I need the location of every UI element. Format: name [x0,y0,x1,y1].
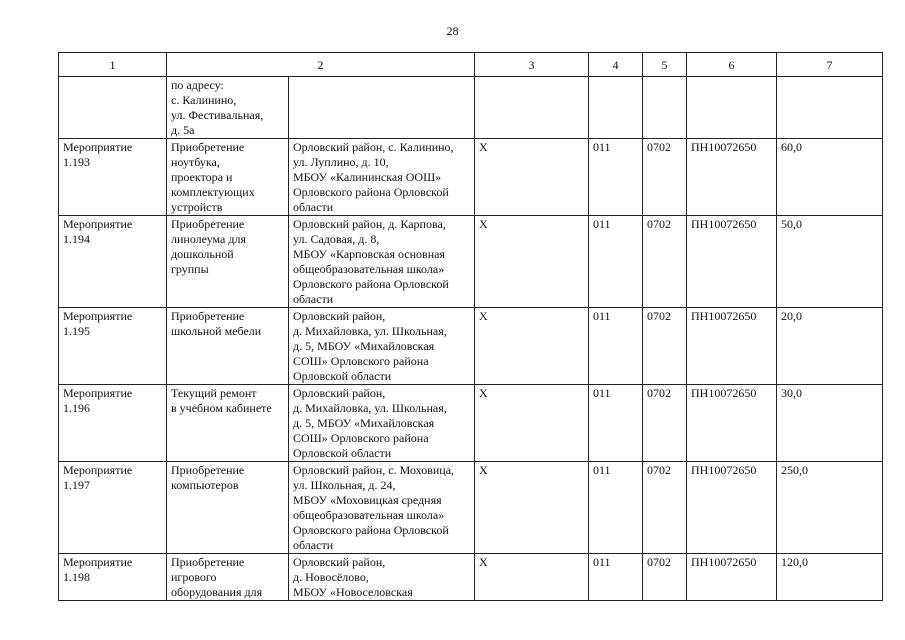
col4-cell: 011 [589,462,643,554]
header-row [59,53,883,77]
col5-cell: 0702 [643,139,687,216]
address-cell-line: МБОУ «Новоселовская [293,585,413,599]
continuation-col7-cell [777,77,883,139]
measure-id-cell [59,462,167,554]
col3-cell: X [475,139,589,216]
table-row [59,385,883,462]
col3-cell: X [475,385,589,462]
col3-cell: X [475,462,589,554]
measure-name-cell-line: Приобретение [171,140,245,154]
table-row [59,554,883,601]
measure-name-cell-line: ноутбука, [171,155,220,169]
address-cell-line: д. Новосёлово, [293,570,369,584]
address-cell-line: общеобразовательная школа» [293,508,445,522]
address-cell-line: Орловского района Орловской [293,277,449,291]
measure-id-cell-line: Мероприятие [63,309,133,323]
measure-name-cell-line: Приобретение [171,217,245,231]
measure-name-cell [167,385,289,462]
measure-id-cell-line: 1.196 [63,401,90,415]
measure-name-cell-line: Приобретение [171,555,245,569]
header-col-6: 6 [687,53,777,77]
col5-cell: 0702 [643,385,687,462]
continuation-col4-cell [589,77,643,139]
address-cell-line: общеобразовательная школа» [293,262,445,276]
address-cell-line: Орловский район, [293,309,386,323]
measure-id-cell-line: 1.198 [63,570,90,584]
measure-name-cell-line: школьной мебели [171,324,262,338]
address-cell [289,385,475,462]
amount-cell: 60,0 [777,139,883,216]
table-row [59,308,883,385]
address-cell-line: д. Михайловка, ул. Школьная, [293,324,447,338]
header-col-3: 3 [475,53,589,77]
col5-cell: 0702 [643,462,687,554]
measure-name-cell-line: устройств [171,200,223,214]
measure-id-cell-line: Мероприятие [63,217,133,231]
col3-cell: X [475,216,589,308]
continuation-col5-cell [643,77,687,139]
address-cell [289,308,475,385]
col4-cell: 011 [589,139,643,216]
budget-table [58,52,883,601]
continuation-col3-cell [475,77,589,139]
address-cell-line: Орловской области [293,369,392,383]
col6-cell: ПН10072650 [687,216,777,308]
col6-cell: ПН10072650 [687,139,777,216]
address-cell-line: ул. Луплино, д. 10, [293,155,389,169]
address-cell [289,554,475,601]
measure-name-cell-line: проектора и [171,170,233,184]
address-cell-line: области [293,538,334,552]
address-cell [289,216,475,308]
measure-name-cell-line: Приобретение [171,309,245,323]
address-cell-line: Орловского района Орловской [293,523,449,537]
measure-name-cell-line: компьютеров [171,478,239,492]
address-cell-line: ул. Садовая, д. 8, [293,232,380,246]
measure-name-cell-line: Приобретение [171,463,245,477]
measure-name-cell-line: Текущий ремонт [171,386,257,400]
measure-name-cell-line: комплектующих [171,185,255,199]
measure-name-cell [167,216,289,308]
measure-name-cell-line: оборудования для [171,585,263,599]
measure-id-cell-line: 1.194 [63,232,90,246]
measure-name-cell-line: группы [171,262,209,276]
address-cell-line: области [293,292,334,306]
continuation-name-line: д. 5а [171,123,195,137]
measure-name-cell [167,308,289,385]
measure-name-cell-line: линолеума для [171,232,246,246]
measure-name-cell [167,462,289,554]
measure-name-cell-line: дошкольной [171,247,234,261]
address-cell-line: Орловский район, с. Моховица, [293,463,455,477]
col6-cell: ПН10072650 [687,385,777,462]
header-col-7: 7 [777,53,883,77]
continuation-address-cell [289,77,475,139]
col3-cell: X [475,308,589,385]
measure-name-cell [167,554,289,601]
amount-cell: 30,0 [777,385,883,462]
amount-cell: 250,0 [777,462,883,554]
measure-name-cell-line: в учебном кабинете [171,401,272,415]
address-cell-line: СОШ» Орловского района [293,431,429,445]
address-cell-line: ул. Школьная, д. 24, [293,478,396,492]
measure-id-cell [59,216,167,308]
col4-cell: 011 [589,385,643,462]
table-row [59,462,883,554]
col5-cell: 0702 [643,308,687,385]
measure-name-cell-line: игрового [171,570,217,584]
address-cell-line: МБОУ «Моховицкая средняя [293,493,442,507]
header-col-5: 5 [643,53,687,77]
address-cell-line: Орловский район, [293,386,386,400]
measure-id-cell [59,385,167,462]
continuation-name-line: по адресу: [171,78,224,92]
address-cell-line: Орловский район, с. Калинино, [293,140,454,154]
address-cell-line: Орловский район, д. Карпова, [293,217,446,231]
col5-cell: 0702 [643,554,687,601]
measure-id-cell-line: Мероприятие [63,386,133,400]
col3-cell: X [475,554,589,601]
header-col-4: 4 [589,53,643,77]
col4-cell: 011 [589,216,643,308]
address-cell-line: д. Михайловка, ул. Школьная, [293,401,447,415]
amount-cell: 50,0 [777,216,883,308]
continuation-name-cell [167,77,289,139]
amount-cell: 120,0 [777,554,883,601]
measure-id-cell-line: Мероприятие [63,555,133,569]
address-cell-line: Орловского района Орловской [293,185,449,199]
table-row [59,139,883,216]
address-cell-line: Орловский район, [293,555,386,569]
address-cell-line: д. 5, МБОУ «Михайловская [293,416,435,430]
page-number: 28 [446,24,459,38]
address-cell-line: МБОУ «Калининская ООШ» [293,170,442,184]
header-col-2: 2 [167,53,475,77]
continuation-name-line: с. Калинино, [171,93,237,107]
table-row [59,216,883,308]
measure-id-cell-line: 1.193 [63,155,90,169]
measure-id-cell-line: 1.197 [63,478,90,492]
measure-id-cell [59,139,167,216]
header-col-1: 1 [59,53,167,77]
col4-cell: 011 [589,308,643,385]
continuation-name-line: ул. Фестивальная, [171,108,264,122]
measure-id-cell-line: Мероприятие [63,140,133,154]
amount-cell: 20,0 [777,308,883,385]
continuation-col6-cell [687,77,777,139]
address-cell [289,462,475,554]
measure-id-cell-line: Мероприятие [63,463,133,477]
address-cell-line: Орловской области [293,446,392,460]
measure-id-cell [59,554,167,601]
col5-cell: 0702 [643,216,687,308]
address-cell-line: д. 5, МБОУ «Михайловская [293,339,435,353]
continuation-row [59,77,883,139]
address-cell-line: МБОУ «Карповская основная [293,247,445,261]
col6-cell: ПН10072650 [687,308,777,385]
measure-name-cell [167,139,289,216]
address-cell-line: СОШ» Орловского района [293,354,429,368]
address-cell [289,139,475,216]
col6-cell: ПН10072650 [687,462,777,554]
measure-id-cell [59,308,167,385]
col4-cell: 011 [589,554,643,601]
continuation-id-cell [59,77,167,139]
col6-cell: ПН10072650 [687,554,777,601]
address-cell-line: области [293,200,334,214]
measure-id-cell-line: 1.195 [63,324,90,338]
